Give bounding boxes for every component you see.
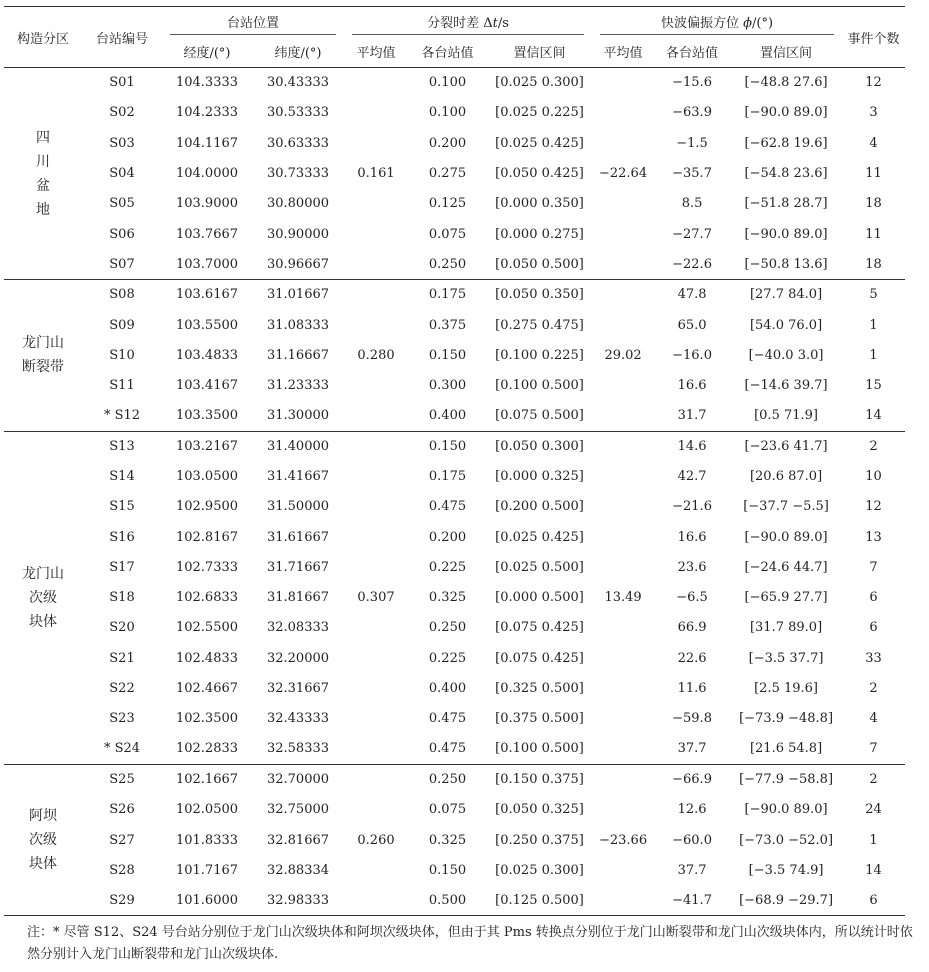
region-label-line: 四 — [36, 129, 50, 146]
station-id: S23 — [109, 711, 135, 727]
dt-value: 0.125 — [428, 196, 467, 212]
phi-value: −59.8 — [672, 711, 712, 727]
dt-value: 0.175 — [428, 469, 467, 484]
table-row — [4, 825, 905, 855]
latitude-value: 32.31667 — [266, 681, 330, 697]
longitude-value: 104.1167 — [175, 135, 239, 151]
latitude-value: 30.63333 — [266, 135, 330, 151]
phi-ci-value: [−62.8 19.6] — [744, 135, 828, 151]
station-id: S22 — [109, 681, 135, 697]
dt-value: 0.325 — [428, 832, 467, 848]
station-id: S07 — [82, 249, 162, 279]
station-id: S17 — [109, 559, 135, 575]
event-count: 13 — [865, 529, 882, 545]
longitude-value: 104.0000 — [175, 166, 239, 182]
dt-value: 0.300 — [428, 378, 467, 394]
latitude-value: 31.40000 — [266, 438, 330, 454]
event-count: 1 — [869, 347, 878, 363]
latitude-value: 32.58333 — [252, 734, 344, 764]
header-dt-each: 各台站值 — [408, 35, 487, 68]
table-row — [4, 492, 905, 522]
event-count: 11 — [865, 226, 882, 242]
longitude-value: 102.6833 — [175, 590, 239, 606]
table-row — [4, 583, 905, 613]
longitude-value: 103.5500 — [175, 317, 239, 333]
latitude-value: 32.75000 — [266, 802, 330, 818]
event-count: 24 — [865, 802, 882, 818]
region-label-line: 次级 — [29, 832, 57, 849]
table-row — [4, 704, 905, 734]
longitude-value: 103.2167 — [175, 438, 239, 454]
longitude-value: 102.0500 — [175, 802, 239, 818]
table-row — [4, 673, 905, 703]
station-id: S18 — [109, 590, 135, 606]
region-label-line: 块体 — [29, 856, 57, 873]
event-count: 14 — [842, 401, 905, 431]
station-splitting-table — [4, 6, 905, 916]
dt-value: 0.275 — [428, 166, 467, 182]
latitude-value: 30.96667 — [252, 249, 344, 279]
longitude-value: 101.8333 — [175, 832, 239, 848]
region-cell — [4, 68, 82, 280]
dt-value: 0.200 — [428, 135, 467, 151]
station-id: S15 — [109, 499, 135, 515]
latitude-value: 32.81667 — [266, 832, 330, 848]
dt-value: 0.250 — [428, 620, 467, 636]
table-row — [4, 189, 905, 219]
region-label-line: 龙门山 — [22, 335, 64, 352]
dt-ci-value: [0.250 0.375] — [495, 832, 584, 848]
station-id: S03 — [109, 135, 135, 151]
event-count: 11 — [865, 166, 882, 182]
dt-ci-value: [0.050 0.300] — [495, 438, 584, 454]
table-row — [4, 219, 905, 249]
dt-ci-value: [0.075 0.425] — [495, 650, 584, 666]
station-id: S20 — [109, 620, 135, 636]
table-row — [4, 643, 905, 673]
latitude-value: 31.01667 — [266, 287, 330, 303]
phi-value: 12.6 — [677, 802, 707, 818]
station-id: S08 — [109, 287, 135, 303]
station-id: S16 — [109, 529, 135, 545]
event-count: 2 — [869, 772, 878, 788]
table-header — [4, 7, 905, 68]
event-count: 5 — [869, 287, 878, 303]
dt-ci-value: [0.025 0.300] — [495, 75, 584, 91]
dt-value: 0.250 — [428, 772, 467, 788]
latitude-value: 31.23333 — [266, 378, 330, 394]
latitude-value: 31.61667 — [266, 529, 330, 545]
dt-mean-value: 0.161 — [344, 68, 408, 280]
latitude-value: 31.50000 — [266, 499, 330, 515]
longitude-value: 104.2333 — [175, 105, 239, 121]
header-latitude: 纬度/(°) — [252, 35, 344, 68]
header-station: 台站编号 — [82, 7, 162, 68]
table-row — [4, 98, 905, 128]
table-row — [4, 340, 905, 370]
region-label-line: 块体 — [29, 613, 57, 630]
phi-ci-value: [−73.0 −52.0] — [739, 832, 834, 848]
phi-ci-value: [−90.0 89.0] — [744, 105, 828, 121]
station-id: S11 — [109, 378, 135, 394]
phi-ci-value: [−90.0 89.0] — [744, 226, 828, 242]
longitude-value: 103.4833 — [175, 347, 239, 363]
event-count: 4 — [869, 135, 878, 151]
event-count: 33 — [865, 650, 882, 666]
longitude-value: 102.2833 — [162, 734, 252, 764]
table-row — [4, 552, 905, 582]
phi-value: −35.7 — [672, 166, 712, 182]
dt-value: 0.225 — [428, 559, 467, 575]
dt-ci-value: [0.025 0.425] — [495, 135, 584, 151]
phi-ci-value: [20.6 87.0] — [749, 469, 823, 484]
header-delay-time: 分裂时差 Δt/s — [344, 7, 592, 36]
station-id: S26 — [109, 802, 135, 818]
dt-value: 0.075 — [428, 226, 467, 242]
phi-value: 65.0 — [677, 317, 707, 333]
longitude-value: 101.6000 — [162, 886, 252, 916]
dt-ci-value: [0.100 0.500] — [487, 734, 592, 764]
table-row — [4, 855, 905, 885]
phi-mean-value: 29.02 — [592, 280, 654, 431]
phi-value: −1.5 — [676, 135, 708, 151]
table-row — [4, 764, 905, 794]
phi-value: 37.7 — [677, 862, 707, 878]
phi-value: −60.0 — [672, 832, 712, 848]
phi-value: 14.6 — [677, 438, 707, 454]
phi-ci-value: [0.5 71.9] — [730, 401, 842, 431]
table-footnote: 注：* 尽管 S12、S24 号台站分别位于龙门山次级块体和阿坝次级块体，但由于其 Pms 转换点分别位于龙门山断裂带和龙门山次级块体内，所以统计时依然分别计入龙门山断裂带和龙门山次级块体. — [27, 925, 913, 962]
dt-value: 0.400 — [428, 681, 467, 697]
dt-ci-value: [0.025 0.425] — [495, 529, 584, 545]
longitude-value: 104.3333 — [175, 75, 239, 91]
event-count: 7 — [842, 734, 905, 764]
header-phi-ci: 置信区间 — [730, 35, 842, 68]
station-id: S27 — [109, 832, 135, 848]
table-row — [4, 522, 905, 552]
dt-ci-value: [0.200 0.500] — [495, 499, 584, 515]
dt-value: 0.250 — [408, 249, 487, 279]
table-row — [4, 68, 905, 98]
phi-value: −66.9 — [672, 772, 712, 788]
dt-value: 0.475 — [428, 499, 467, 515]
table-row — [4, 310, 905, 340]
event-count: 6 — [869, 620, 878, 636]
table-row — [4, 461, 905, 491]
latitude-value: 30.43333 — [266, 75, 330, 91]
phi-ci-value: [−3.5 74.9] — [748, 862, 824, 878]
phi-ci-value: [−65.9 27.7] — [744, 590, 828, 606]
phi-ci-value: [−14.6 39.7] — [744, 378, 828, 394]
event-count: 1 — [869, 832, 878, 848]
table-row — [4, 431, 905, 461]
station-id: S29 — [82, 886, 162, 916]
longitude-value: 103.7667 — [175, 226, 239, 242]
event-count: 7 — [869, 559, 878, 575]
table-row — [4, 128, 905, 158]
table-row — [4, 158, 905, 188]
header-dt-ci: 置信区间 — [487, 35, 592, 68]
longitude-value: 102.5500 — [175, 620, 239, 636]
latitude-value: 32.70000 — [266, 772, 330, 788]
header-phi-each: 各台站值 — [654, 35, 730, 68]
station-id: S13 — [109, 438, 135, 454]
station-id: S01 — [109, 75, 135, 91]
header-region: 构造分区 — [4, 7, 82, 68]
dt-value: 0.150 — [428, 862, 467, 878]
header-dt-mean: 平均值 — [344, 35, 408, 68]
phi-ci-value: [−23.6 41.7] — [744, 438, 828, 454]
longitude-value: 102.3500 — [175, 711, 239, 727]
event-count: 4 — [869, 711, 878, 727]
phi-ci-value: [−51.8 28.7] — [744, 196, 828, 212]
latitude-value: 31.16667 — [266, 347, 330, 363]
dt-ci-value: [0.000 0.275] — [495, 226, 584, 242]
latitude-value: 32.20000 — [266, 650, 330, 666]
longitude-value: 103.7000 — [162, 249, 252, 279]
region-label-line: 断裂带 — [22, 359, 64, 376]
phi-ci-value: [−37.7 −5.5] — [743, 499, 829, 515]
phi-value: 42.7 — [677, 469, 707, 484]
table-body — [4, 68, 905, 916]
latitude-value: 31.08333 — [266, 317, 330, 333]
phi-mean-value: 13.49 — [592, 431, 654, 764]
phi-ci-value: [−3.5 37.7] — [748, 650, 824, 666]
event-count: 10 — [865, 469, 882, 484]
dt-ci-value: [0.025 0.500] — [495, 559, 584, 575]
table-row — [4, 795, 905, 825]
dt-ci-value: [0.050 0.350] — [495, 287, 584, 303]
longitude-value: 101.7167 — [175, 862, 239, 878]
dt-value: 0.475 — [428, 711, 467, 727]
dt-ci-value: [0.050 0.325] — [495, 802, 584, 818]
latitude-value: 32.43333 — [266, 711, 330, 727]
event-count: 2 — [869, 438, 878, 454]
longitude-value: 102.4833 — [175, 650, 239, 666]
phi-value: −22.6 — [654, 249, 730, 279]
dt-ci-value: [0.125 0.500] — [487, 886, 592, 916]
dt-mean-value: 0.307 — [344, 431, 408, 764]
phi-value: −41.7 — [654, 886, 730, 916]
phi-ci-value: [2.5 19.6] — [754, 681, 818, 697]
dt-value: 0.150 — [428, 438, 467, 454]
station-id: S25 — [109, 772, 135, 788]
phi-value: 31.7 — [654, 401, 730, 431]
region-cell — [4, 431, 82, 764]
event-count: 2 — [869, 681, 878, 697]
table-row — [4, 613, 905, 643]
event-count: 14 — [865, 862, 882, 878]
dt-ci-value: [0.000 0.500] — [495, 590, 584, 606]
region-label-line: 阿坝 — [29, 808, 57, 825]
event-count: 1 — [869, 317, 878, 333]
phi-value: 66.9 — [677, 620, 707, 636]
station-id: * S12 — [82, 401, 162, 431]
header-events: 事件个数 — [842, 7, 905, 68]
phi-ci-value: [−54.8 23.6] — [744, 166, 828, 182]
latitude-value: 31.41667 — [266, 469, 330, 484]
longitude-value: 103.4167 — [175, 378, 239, 394]
phi-value: 23.6 — [677, 559, 707, 575]
dt-ci-value: [0.000 0.325] — [495, 469, 584, 484]
longitude-value: 102.7333 — [175, 559, 239, 575]
region-label-line: 川 — [36, 153, 50, 170]
latitude-value: 30.90000 — [266, 226, 330, 242]
station-id: S10 — [109, 347, 135, 363]
phi-mean-value: −22.64 — [592, 68, 654, 280]
dt-ci-value: [0.025 0.225] — [495, 105, 584, 121]
dt-ci-value: [0.100 0.500] — [495, 378, 584, 394]
phi-ci-value: [−68.9 −29.7] — [730, 886, 842, 916]
phi-ci-value: [31.7 89.0] — [749, 620, 823, 636]
latitude-value: 30.80000 — [266, 196, 330, 212]
region-cell — [4, 280, 82, 431]
table-row — [4, 280, 905, 310]
station-id: S06 — [109, 226, 135, 242]
station-id: S09 — [109, 317, 135, 333]
header-phi-mean: 平均值 — [592, 35, 654, 68]
dt-ci-value: [0.075 0.425] — [495, 620, 584, 636]
dt-ci-value: [0.075 0.500] — [487, 401, 592, 431]
region-label-line: 盆 — [36, 177, 50, 194]
longitude-value: 103.3500 — [162, 401, 252, 431]
dt-mean-value: 0.280 — [344, 280, 408, 431]
region-label-line: 龙门山 — [22, 565, 64, 582]
event-count: 3 — [869, 105, 878, 121]
event-count: 12 — [865, 499, 882, 515]
dt-value: 0.500 — [408, 886, 487, 916]
event-count: 6 — [869, 590, 878, 606]
dt-ci-value: [0.325 0.500] — [495, 681, 584, 697]
dt-ci-value: [0.275 0.475] — [495, 317, 584, 333]
phi-value: 8.5 — [681, 196, 703, 212]
phi-value: −6.5 — [676, 590, 708, 606]
phi-ci-value: [−90.0 89.0] — [744, 802, 828, 818]
table-row — [4, 249, 905, 279]
dt-ci-value: [0.025 0.300] — [495, 862, 584, 878]
latitude-value: 31.81667 — [266, 590, 330, 606]
dt-value: 0.325 — [428, 590, 467, 606]
dt-mean-value: 0.260 — [344, 764, 408, 915]
phi-value: −15.6 — [672, 75, 712, 91]
dt-ci-value: [0.050 0.425] — [495, 166, 584, 182]
longitude-value: 102.1667 — [175, 772, 239, 788]
event-count: 6 — [842, 886, 905, 916]
station-id: S21 — [109, 650, 135, 666]
table-row — [4, 401, 905, 431]
station-id: S04 — [109, 166, 135, 182]
longitude-value: 102.4667 — [175, 681, 239, 697]
phi-value: −63.9 — [672, 105, 712, 121]
longitude-value: 102.9500 — [175, 499, 239, 515]
region-label-line: 地 — [36, 201, 50, 218]
phi-ci-value: [27.7 84.0] — [749, 287, 823, 303]
table-row — [4, 734, 905, 764]
phi-value: −16.0 — [672, 347, 712, 363]
dt-ci-value: [0.100 0.225] — [495, 347, 584, 363]
phi-mean-value: −23.66 — [592, 764, 654, 915]
latitude-value: 31.71667 — [266, 559, 330, 575]
dt-value: 0.100 — [428, 75, 467, 91]
dt-ci-value: [0.050 0.500] — [487, 249, 592, 279]
station-id: S02 — [109, 105, 135, 121]
station-id: S28 — [109, 862, 135, 878]
phi-value: 16.6 — [677, 529, 707, 545]
dt-value: 0.075 — [428, 802, 467, 818]
phi-value: −21.6 — [672, 499, 712, 515]
dt-value: 0.375 — [428, 317, 467, 333]
region-label-line: 次级 — [29, 589, 57, 606]
event-count: 15 — [865, 378, 882, 394]
event-count: 12 — [865, 75, 882, 91]
phi-value: 16.6 — [677, 378, 707, 394]
dt-value: 0.100 — [428, 105, 467, 121]
longitude-value: 102.8167 — [175, 529, 239, 545]
event-count: 18 — [842, 249, 905, 279]
dt-value: 0.175 — [428, 287, 467, 303]
phi-ci-value: [−40.0 3.0] — [748, 347, 824, 363]
phi-value: 37.7 — [654, 734, 730, 764]
phi-ci-value: [54.0 76.0] — [749, 317, 823, 333]
dt-value: 0.475 — [408, 734, 487, 764]
station-id: S14 — [109, 469, 135, 484]
phi-value: 11.6 — [677, 681, 707, 697]
station-id: S05 — [109, 196, 135, 212]
table-row — [4, 886, 905, 916]
phi-ci-value: [−90.0 89.0] — [744, 529, 828, 545]
phi-ci-value: [21.6 54.8] — [730, 734, 842, 764]
phi-ci-value: [−48.8 27.6] — [744, 75, 828, 91]
latitude-value: 30.53333 — [266, 105, 330, 121]
region-cell — [4, 764, 82, 915]
phi-ci-value: [−77.9 −58.8] — [739, 772, 834, 788]
dt-value: 0.150 — [428, 347, 467, 363]
phi-ci-value: [−50.8 13.6] — [730, 249, 842, 279]
latitude-value: 31.30000 — [252, 401, 344, 431]
station-id: * S24 — [82, 734, 162, 764]
longitude-value: 103.6167 — [175, 287, 239, 303]
phi-value: 47.8 — [677, 287, 707, 303]
latitude-value: 32.98333 — [252, 886, 344, 916]
dt-value: 0.400 — [408, 401, 487, 431]
phi-value: −27.7 — [672, 226, 712, 242]
header-position: 台站位置 — [162, 7, 344, 36]
dt-ci-value: [0.000 0.350] — [495, 196, 584, 212]
phi-ci-value: [−73.9 −48.8] — [739, 711, 834, 727]
header-longitude: 经度/(°) — [162, 35, 252, 68]
latitude-value: 30.73333 — [266, 166, 330, 182]
dt-ci-value: [0.375 0.500] — [495, 711, 584, 727]
phi-ci-value: [−24.6 44.7] — [744, 559, 828, 575]
latitude-value: 32.08333 — [266, 620, 330, 636]
latitude-value: 32.88334 — [266, 862, 330, 878]
phi-value: 22.6 — [677, 650, 707, 666]
longitude-value: 103.9000 — [175, 196, 239, 212]
dt-ci-value: [0.150 0.375] — [495, 772, 584, 788]
dt-value: 0.200 — [428, 529, 467, 545]
header-fast-direction: 快波偏振方位 ϕ/(°) — [592, 7, 842, 36]
event-count: 18 — [865, 196, 882, 212]
dt-value: 0.225 — [428, 650, 467, 666]
longitude-value: 103.0500 — [175, 469, 239, 484]
table-row — [4, 370, 905, 400]
